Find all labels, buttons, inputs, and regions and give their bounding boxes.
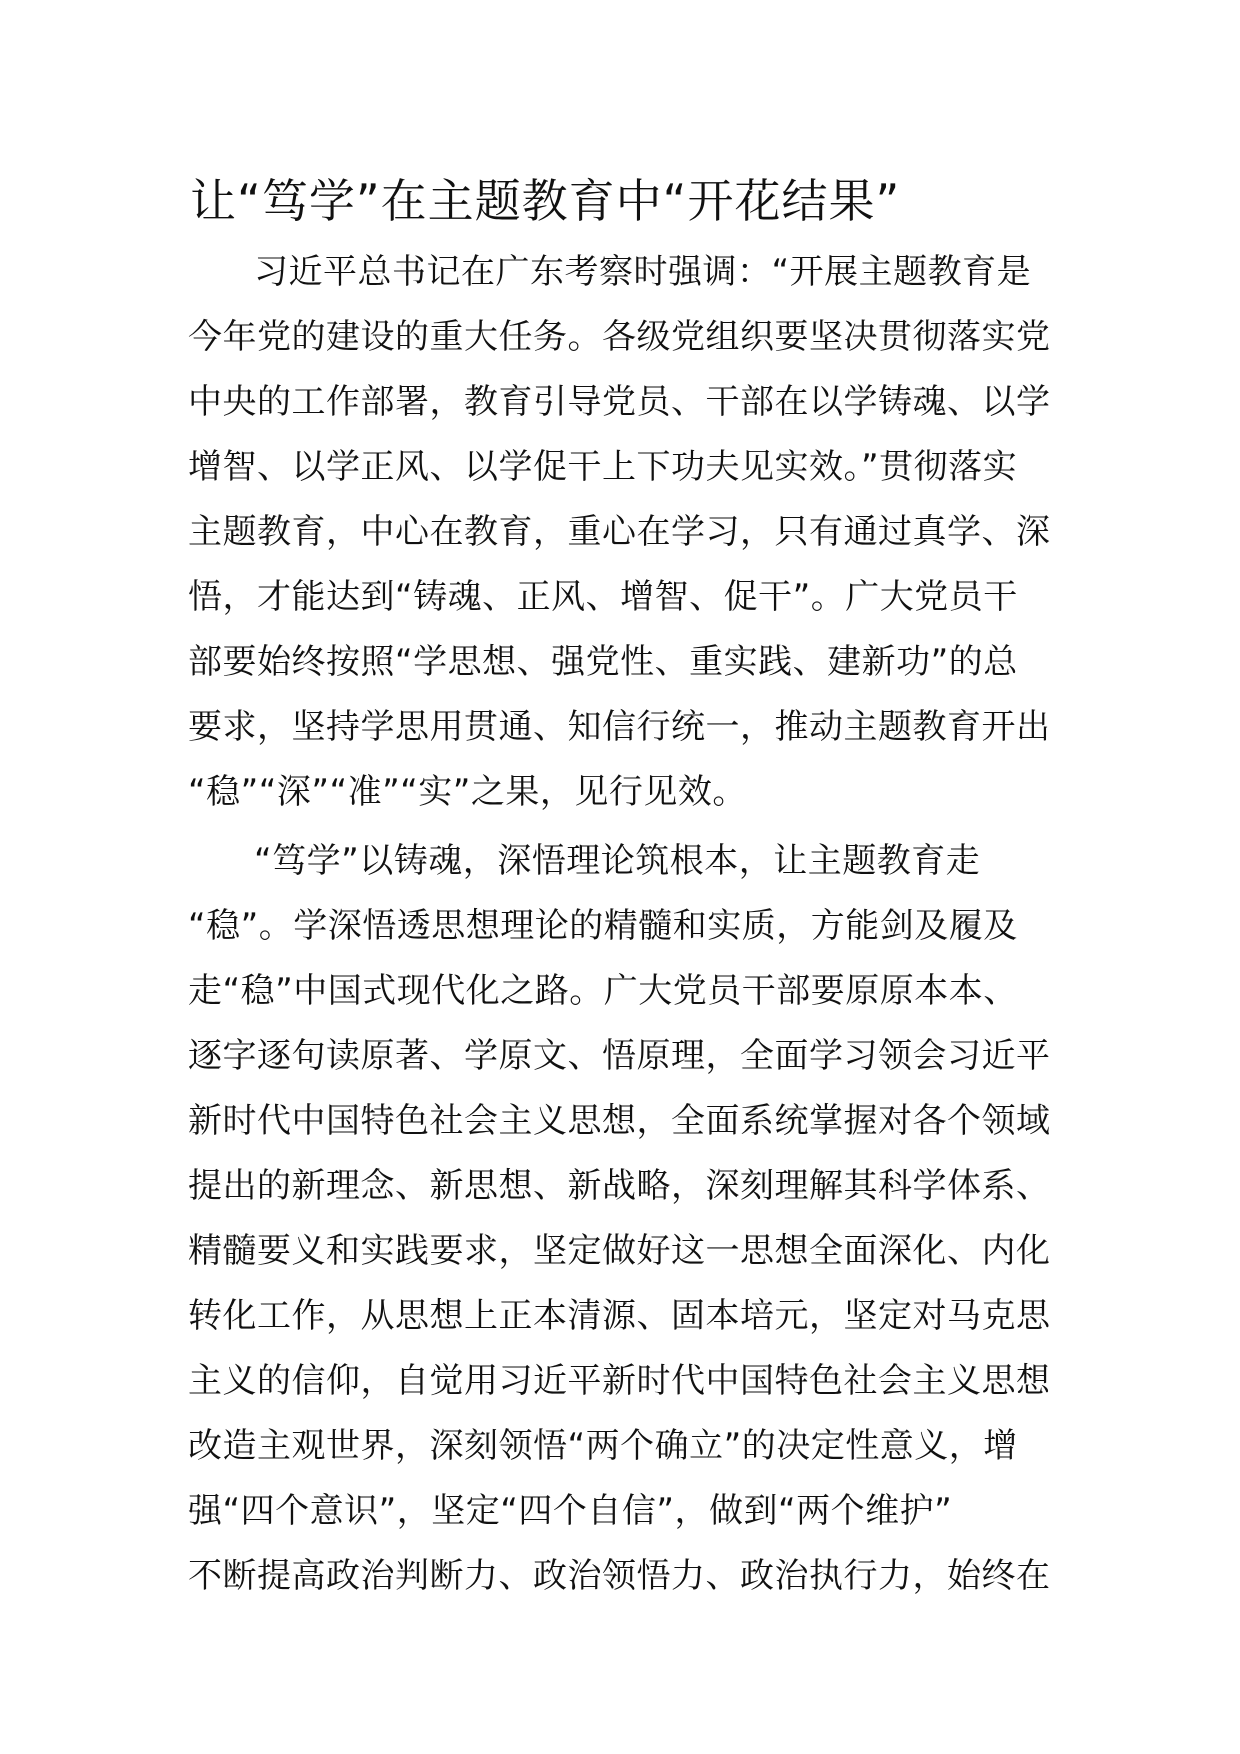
- paragraph-line: 走“稳”中国式现代化之路。广大党员干部要原原本本、: [188, 971, 1018, 1011]
- paragraph-line: “稳”“深”“准”“实”之果，见行见效。: [188, 772, 747, 812]
- paragraph-line: 中央的工作部署，教育引导党员、干部在以学铸魂、以学: [188, 382, 1051, 422]
- paragraph-line: 习近平总书记在广东考察时强调：“开展主题教育是: [254, 252, 1032, 292]
- paragraph-2: [188, 829, 1068, 1609]
- paragraph-line: 增智、以学正风、以学促干上下功夫见实效。”贯彻落实: [188, 447, 1018, 487]
- paragraph-line: “稳”。学深悟透思想理论的精髓和实质，方能剑及履及: [188, 906, 1018, 946]
- document-body: [188, 240, 1068, 1609]
- paragraph-line: 要求，坚持学思用贯通、知信行统一，推动主题教育开出: [188, 707, 1051, 747]
- paragraph-line: “笃学”以铸魂，深悟理论筑根本，让主题教育走: [254, 841, 981, 881]
- paragraph-line: 今年党的建设的重大任务。各级党组织要坚决贯彻落实党: [188, 317, 1051, 357]
- document-title: 让“笃学”在主题教育中“开花结果”: [190, 174, 901, 228]
- paragraph-line: 新时代中国特色社会主义思想，全面系统掌握对各个领域: [188, 1101, 1051, 1141]
- paragraph-line: 改造主观世界，深刻领悟“两个确立”的决定性意义，增: [188, 1426, 1018, 1466]
- paragraph-line: 主义的信仰，自觉用习近平新时代中国特色社会主义思想: [188, 1361, 1051, 1401]
- paragraph-line: 转化工作，从思想上正本清源、固本培元，坚定对马克思: [188, 1296, 1051, 1336]
- paragraph-line: 精髓要义和实践要求，坚定做好这一思想全面深化、内化: [188, 1231, 1051, 1271]
- paragraph-line: 提出的新理念、新思想、新战略，深刻理解其科学体系、: [188, 1166, 1051, 1206]
- paragraph-line: 强“四个意识”，坚定“四个自信”，做到“两个维护”: [188, 1491, 953, 1531]
- paragraph-line: 不断提高政治判断力、政治领悟力、政治执行力，始终在: [188, 1556, 1051, 1596]
- paragraph-line: 主题教育，中心在教育，重心在学习，只有通过真学、深: [188, 512, 1051, 552]
- paragraph-line: 悟，才能达到“铸魂、正风、增智、促干”。广大党员干: [188, 577, 1018, 617]
- paragraph-line: 逐字逐句读原著、学原文、悟原理，全面学习领会习近平: [188, 1036, 1051, 1076]
- paragraph-line: 部要始终按照“学思想、强党性、重实践、建新功”的总: [188, 642, 1018, 682]
- paragraph-1: [188, 240, 1068, 825]
